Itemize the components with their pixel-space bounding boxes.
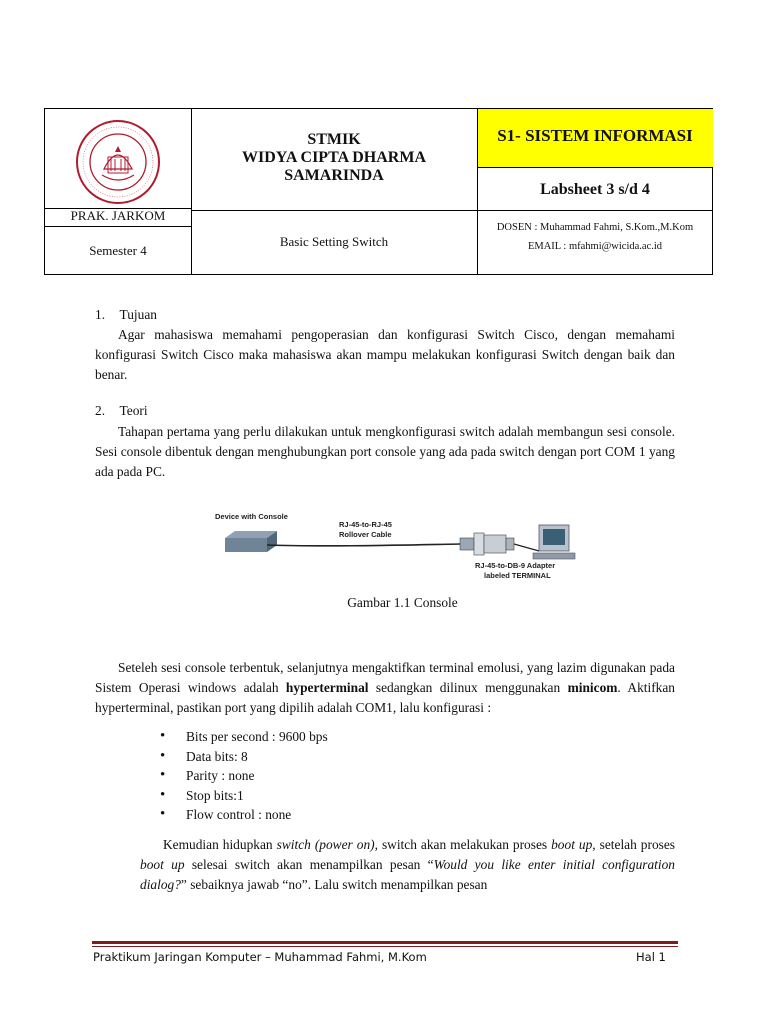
institution-line: SAMARINDA [284, 167, 384, 184]
diagram-label-adapter-2: labeled TERMINAL [484, 571, 551, 580]
section-number: 1. [95, 307, 106, 322]
section-heading [95, 403, 148, 419]
text-run: . Aktifkan hyperterminal, pastikan port yang dipilih adalah COM1, lalu konfigurasi : [95, 680, 676, 715]
emphasis: Would you like enter initial configuration dialog? [140, 857, 675, 892]
footer-rule [92, 946, 678, 947]
section-paragraph: Tahapan pertama yang perlu dilakukan untuk mengkonfigurasi switch adalah membangun sesi console. Sesi console dibentuk dengan menghubungkan port console yang ada pada switch dengan port COM 1 yang ada pada PC. [95, 424, 675, 479]
text-run: Kemudian hidupkan [163, 837, 277, 852]
section-title: Teori [119, 403, 148, 418]
lecturer-email: EMAIL : mfahmi@wicida.ac.id [527, 241, 663, 252]
pc-terminal-icon [514, 525, 575, 559]
figure-caption: Gambar 1.1 Console [347, 595, 458, 610]
term-hyperterminal: hyperterminal [285, 680, 369, 695]
page-number: Hal 1 [636, 950, 666, 964]
list-item: • Flow control : none [160, 805, 560, 825]
list-item: • Data bits: 8 [160, 747, 560, 767]
divider [477, 167, 713, 168]
rollover-cable [267, 544, 460, 546]
diagram-label-adapter-1: RJ-45-to-DB-9 Adapter [475, 561, 556, 570]
institution-line: WIDYA CIPTA DHARMA [241, 149, 426, 166]
section-number: 2. [95, 403, 106, 418]
text-run: Seteleh sesi console terbentuk, selanjutnya mengaktifkan terminal emolusi, yang lazim digunakan pada Sistem Operasi windows adalah [95, 660, 675, 695]
header-table [44, 108, 713, 275]
footer-text: Praktikum Jaringan Komputer – Muhammad Fahmi, M.Kom [93, 950, 427, 964]
program-title: S1- SISTEM INFORMASI [497, 126, 693, 145]
db9-adapter-icon [460, 533, 514, 555]
course-name: PRAK. JARKOM [70, 208, 166, 223]
footer-rule [92, 941, 678, 944]
diagram-label-cable-2: Rollover Cable [339, 530, 392, 539]
institution-name [191, 131, 477, 185]
section-title: Tujuan [119, 307, 157, 322]
diagram-label-device: Device with Console [215, 512, 288, 521]
config-list [160, 727, 560, 825]
text-run: ” sebaiknya jawab “no”. Lalu switch menampilkan pesan [180, 877, 488, 892]
emphasis: boot up [140, 857, 185, 872]
institution-logo-icon [75, 119, 161, 205]
list-item: • Stop bits:1 [160, 786, 560, 806]
list-item: • Bits per second : 9600 bps [160, 727, 560, 747]
diagram-label-cable-1: RJ-45-to-RJ-45 [339, 520, 392, 529]
divider [191, 210, 713, 211]
emphasis: boot up [551, 837, 593, 852]
topic-title: Basic Setting Switch [279, 234, 389, 249]
text-run: , switch akan melakukan proses [374, 837, 552, 852]
boot-paragraph [140, 835, 675, 895]
section-heading [95, 307, 157, 323]
institution-line: STMIK [307, 131, 361, 148]
text-run: sedangkan dilinux menggunakan [368, 680, 568, 695]
labsheet-title: Labsheet 3 s/d 4 [540, 181, 650, 198]
text-run: , setelah proses [592, 837, 676, 852]
lecturer-name: DOSEN : Muhammad Fahmi, S.Kom.,M.Kom [496, 222, 694, 233]
console-diagram [205, 505, 600, 585]
divider [45, 226, 191, 227]
text-run: selesai switch akan menampilkan pesan “ [184, 857, 434, 872]
hyperterminal-paragraph [95, 658, 675, 718]
emphasis: switch (power on) [276, 837, 375, 852]
list-item: • Parity : none [160, 766, 560, 786]
section-paragraph: Agar mahasiswa memahami pengoperasian dan konfigurasi Switch Cisco, dengan memahami konfigurasi Switch Cisco maka mahasiswa akan mampu melakukan konfigurasi Switch dengan baik dan benar. [95, 327, 675, 382]
semester-label: Semester 4 [89, 243, 147, 258]
term-minicom: minicom [567, 680, 618, 695]
switch-device-icon [225, 531, 277, 552]
